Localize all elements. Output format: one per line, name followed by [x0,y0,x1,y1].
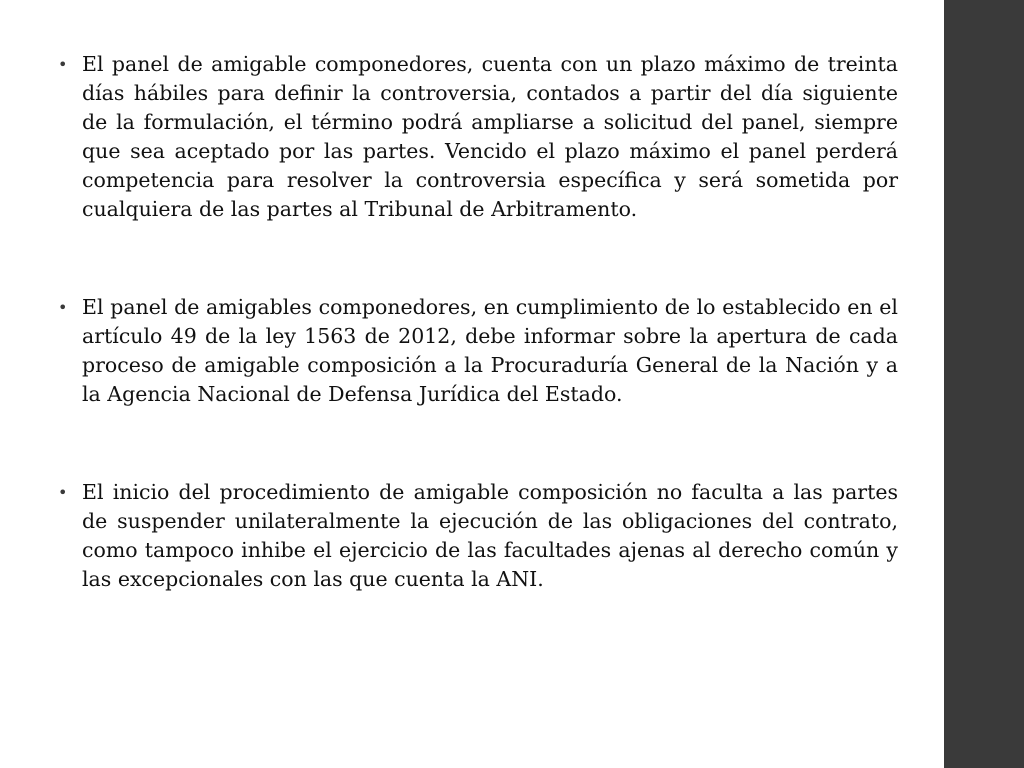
bullet-text-no-suspension: El inicio del procedimiento de amigable composición no faculta a las partes de suspender unilateralmente la ejecución de las obligaciones del contrato, como tampoco inhibe el ejercicio de las facultades ajenas al derecho común y las excepcionales con las que cuenta la ANI. [82,480,898,591]
bullet-marker: • [58,298,68,317]
bullet-list [58,50,898,594]
bullet-item-informar-apertura [58,293,898,409]
bullet-text-informar-apertura: El panel de amigables componedores, en cumplimiento de lo establecido en el artículo 49 de la ley 1563 de 2012, debe informar sobre la apertura de cada proceso de amigable composición a la Procuraduría General de la Nación y a la Agencia Nacional de Defensa Jurídica del Estado. [82,295,898,406]
bullet-item-plazo-maximo [58,50,898,224]
bullet-text-plazo-maximo: El panel de amigable componedores, cuenta con un plazo máximo de treinta días hábiles para definir la controversia, contados a partir del día siguiente de la formulación, el término podrá ampliarse a solicitud del panel, siempre que sea aceptado por las partes. Vencido el plazo máximo el panel perderá competencia para resolver la controversia específica y será sometida por cualquiera de las partes al Tribunal de Arbitramento. [82,52,898,221]
bullet-marker: • [58,483,68,502]
bullet-item-no-suspension [58,478,898,594]
bullet-marker: • [58,55,68,74]
decorative-side-bar [944,0,1024,768]
